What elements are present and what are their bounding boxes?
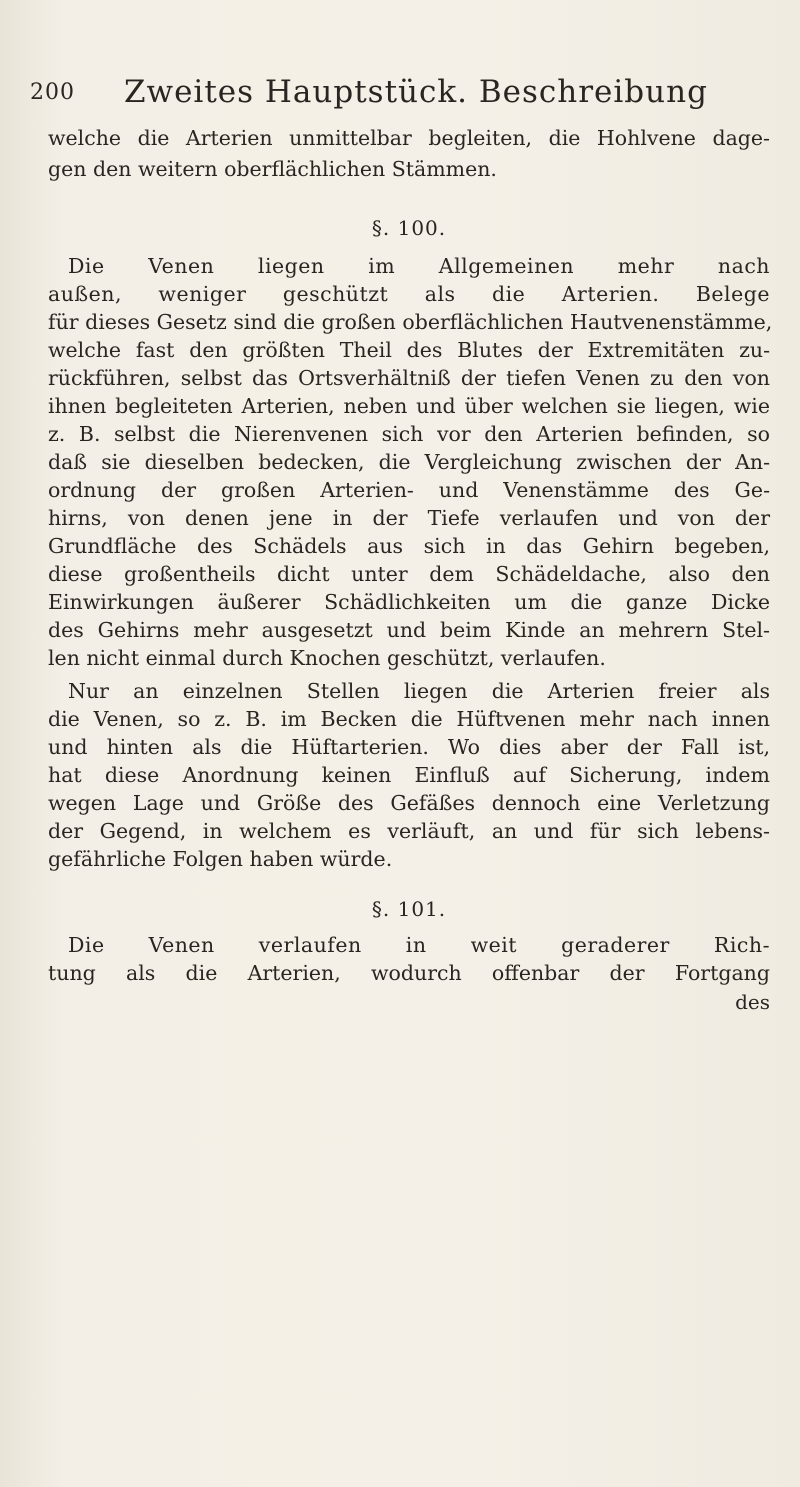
text-line: welche die Arterien unmittelbar begleiten, die Hohlvene dage- (48, 126, 770, 150)
text-line: für dieses Gesetz sind die großen oberflächlichen Hautvenenstämme, (48, 310, 773, 334)
text-line: diese großentheils dicht unter dem Schädeldache, also den (48, 562, 770, 586)
text-line: und hinten als die Hüftarterien. Wo dies aber der Fall ist, (48, 735, 770, 759)
text-line: außen, weniger geschützt als die Arterien. Belege (48, 282, 770, 306)
page-number: 200 (30, 80, 75, 105)
text-line: z. B. selbst die Nierenvenen sich vor den Arterien befinden, so (48, 422, 770, 446)
text-line: Grundfläche des Schädels aus sich in das Gehirn begeben, (48, 534, 770, 558)
text-line: des Gehirns mehr ausgesetzt und beim Kinde an mehrern Stel- (48, 618, 770, 642)
text-line: ihnen begleiteten Arterien, neben und über welchen sie liegen, wie (48, 394, 770, 418)
text-line: rückführen, selbst das Ortsverhältniß der tiefen Venen zu den von (48, 366, 770, 390)
text-line: tung als die Arterien, wodurch offenbar der Fortgang (48, 961, 770, 985)
running-head: Zweites Hauptstück. Beschreibung (124, 74, 708, 110)
text-line: len nicht einmal durch Knochen geschützt, verlaufen. (48, 646, 606, 670)
text-line: Nur an einzelnen Stellen liegen die Arterien freier als (68, 679, 770, 703)
text-line: daß sie dieselben bedecken, die Vergleichung zwischen der An- (48, 450, 770, 474)
text-line: hat diese Anordnung keinen Einfluß auf Sicherung, indem (48, 763, 770, 787)
section-heading: §. 100. (371, 216, 447, 240)
text-line: ordnung der großen Arterien- und Venenstämme des Ge- (48, 478, 770, 502)
text-line: hirns, von denen jene in der Tiefe verlaufen und von der (48, 506, 770, 530)
text-line: Die Venen liegen im Allgemeinen mehr nach (68, 254, 770, 278)
text-line: die Venen, so z. B. im Becken die Hüftvenen mehr nach innen (48, 707, 770, 731)
text-line: Einwirkungen äußerer Schädlichkeiten um die ganze Dicke (48, 590, 770, 614)
section-heading: §. 101. (371, 897, 447, 921)
text-line: gen den weitern oberflächlichen Stämmen. (48, 157, 497, 181)
text-line: Die Venen verlaufen in weit geraderer Rich- (68, 933, 770, 957)
catchword: des (735, 990, 770, 1014)
text-line: wegen Lage und Größe des Gefäßes dennoch eine Verletzung (48, 791, 770, 815)
page-header (30, 74, 770, 114)
text-line: gefährliche Folgen haben würde. (48, 847, 393, 871)
text-line: welche fast den größten Theil des Blutes der Extremitäten zu- (48, 338, 770, 362)
text-line: der Gegend, in welchem es verläuft, an und für sich lebens- (48, 819, 770, 843)
